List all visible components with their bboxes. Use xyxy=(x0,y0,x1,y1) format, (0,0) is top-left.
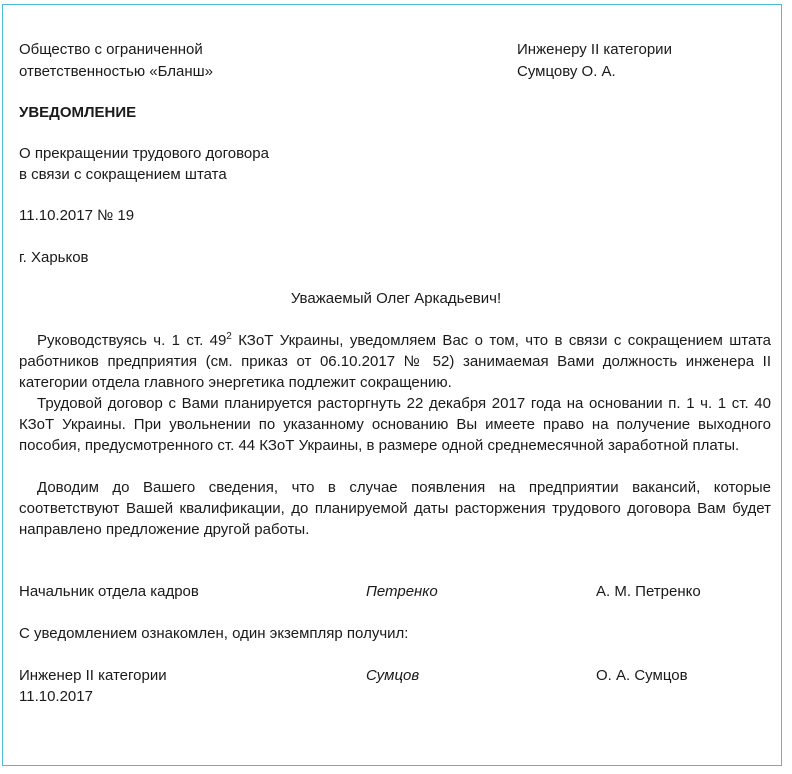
head-signature: Петренко xyxy=(366,583,438,600)
employee-date: 11.10.2017 xyxy=(19,688,93,705)
employee-name: О. А. Сумцов xyxy=(596,667,688,684)
body-paragraph-3: Доводим до Вашего сведения, что в случае появления на предприятии вакансий, которые соответствуют Вашей квалификации, до планируемой даты расторжения трудового договора Вам будет направлено предложение другой работы. xyxy=(19,479,771,538)
head-position: Начальник отдела кадров xyxy=(19,583,199,600)
city: г. Харьков xyxy=(19,249,89,266)
body-paragraph-1-start: Руководствуясь ч. 1 ст. 49 xyxy=(37,332,227,349)
document-title: УВЕДОМЛЕНИЕ xyxy=(19,104,137,121)
recipient-line-2: Сумцову О. А. xyxy=(517,63,616,80)
head-name: А. М. Петренко xyxy=(596,583,701,600)
sender-line-2: ответственностью «Бланш» xyxy=(19,63,214,80)
date-number: 11.10.2017 № 19 xyxy=(19,207,135,224)
sender-line-1: Общество с ограниченной xyxy=(19,41,203,58)
subject-line-2: в связи с сокращением штата xyxy=(19,166,227,183)
article-superscript: 2 xyxy=(226,331,232,342)
body-paragraph-1 xyxy=(19,330,771,393)
salutation: Уважаемый Олег Аркадьевич! xyxy=(290,290,502,307)
employee-position: Инженер II категории xyxy=(19,667,167,684)
employee-signature: Сумцов xyxy=(366,667,420,684)
body-paragraph-1-rest: КЗоТ Украины, уведомляем Вас о том, что в связи с сокращением штата работников предприятия (см. приказ от 06.10.2017 № 52) занимаемая Вами должность инженера II категории отдела главного энергетика подлежит сокращению. xyxy=(19,332,771,391)
subject-line-1: О прекращении трудового договора xyxy=(19,145,269,162)
acknowledgement: С уведомлением ознакомлен, один экземпляр получил: xyxy=(19,625,409,642)
recipient-line-1: Инженеру II категории xyxy=(517,41,672,58)
body-paragraph-2: Трудовой договор с Вами планируется расторгнуть 22 декабря 2017 года на основании п. 1 ч. 1 ст. 40 КЗоТ Украины. При увольнении по указанному основанию Вы имеете право на получение выходного пособия, предусмотренного ст. 44 КЗоТ Украины, в размере одной среднемесячной заработной платы. xyxy=(19,395,771,454)
